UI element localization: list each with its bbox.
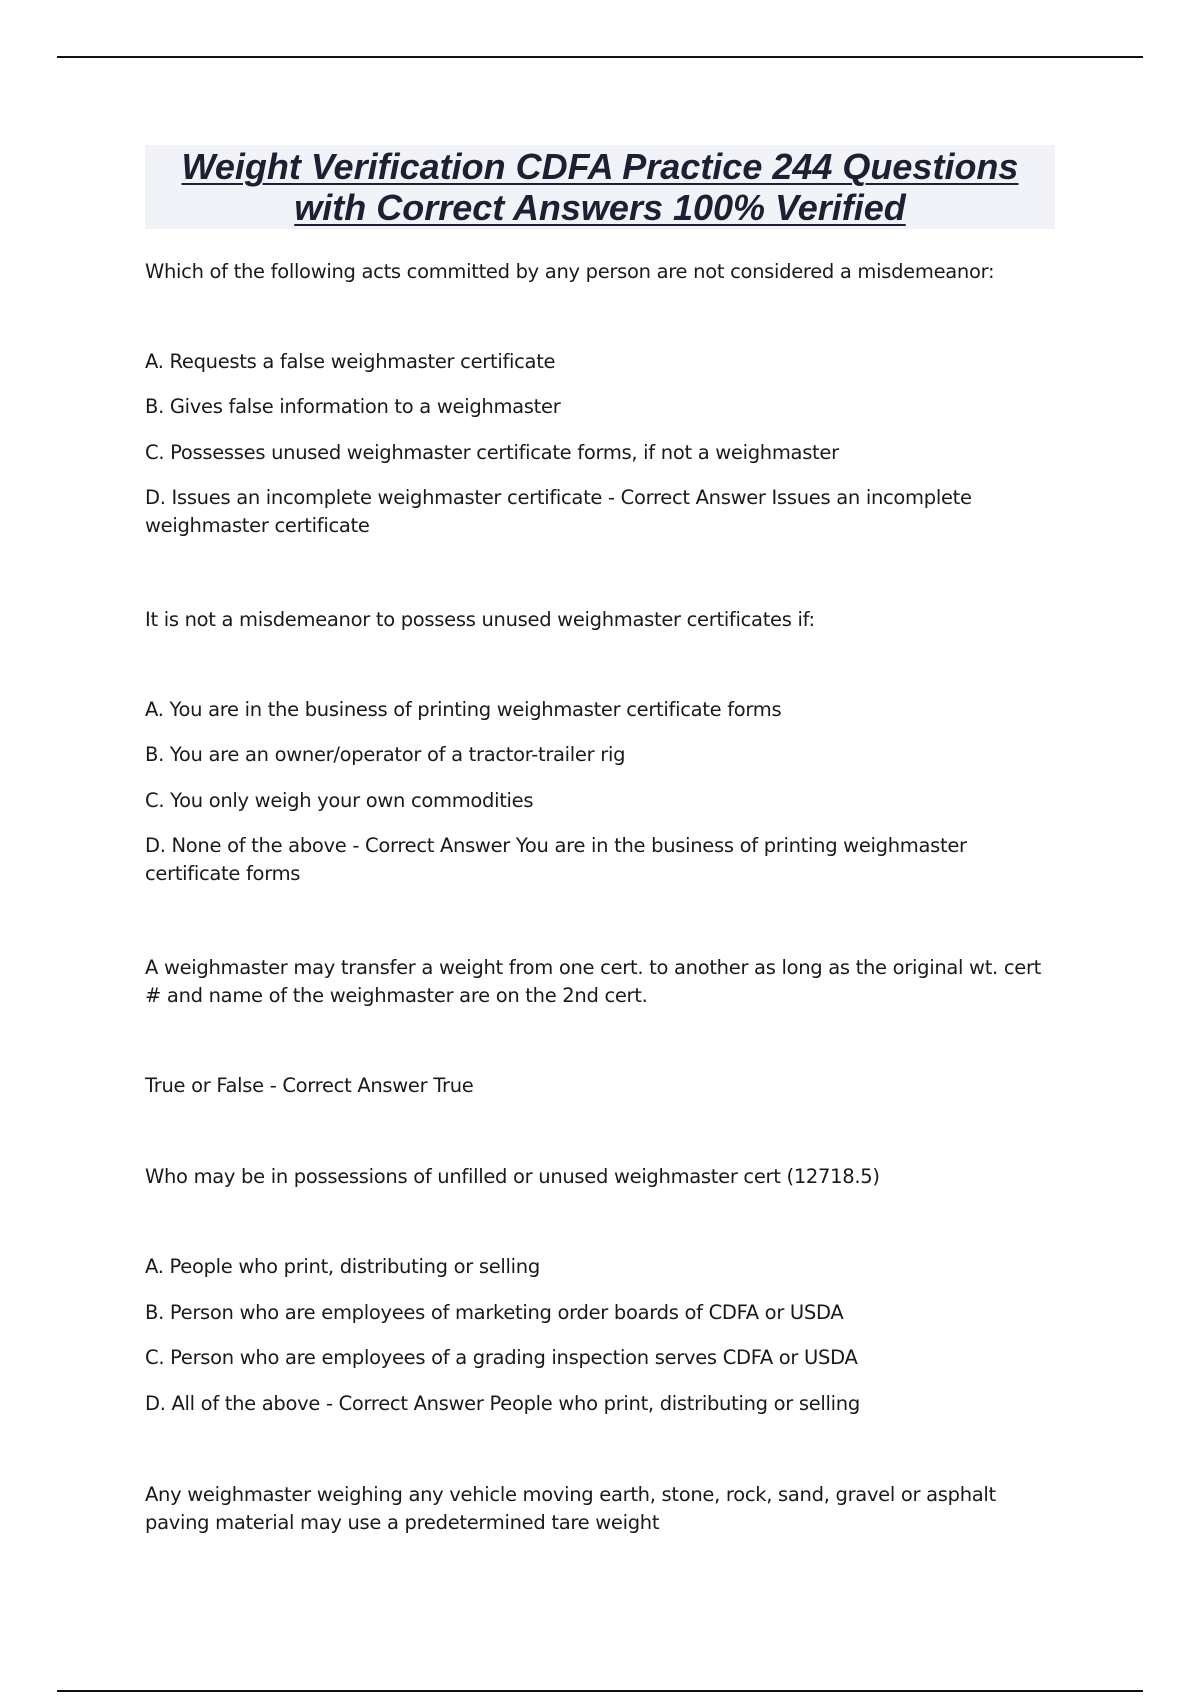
title-line-2: with Correct Answers 100% Verified [294,187,906,228]
question-2-option-a: A. You are in the business of printing weighmaster certificate forms [145,698,782,721]
question-5-text: Any weighmaster weighing any vehicle moving earth, stone, rock, sand, gravel or asphalt paving material may use a predetermined tare weight [145,1483,996,1534]
question-4-option-c: C. Person who are employees of a grading inspection serves CDFA or USDA [145,1346,858,1369]
question-3-text: A weighmaster may transfer a weight from one cert. to another as long as the original wt. cert # and name of the weighmaster are on the 2nd cert. [145,956,1042,1007]
question-1-option-b: B. Gives false information to a weighmaster [145,395,561,418]
question-1-option-c: C. Possesses unused weighmaster certificate forms, if not a weighmaster [145,441,839,464]
question-3-answer: True or False - Correct Answer True [145,1074,474,1097]
bottom-rule [57,1690,1143,1692]
question-2-option-b: B. You are an owner/operator of a tractor-trailer rig [145,743,626,766]
question-2-text: It is not a misdemeanor to possess unused weighmaster certificates if: [145,608,815,631]
question-1-option-d-answer: D. Issues an incomplete weighmaster certificate - Correct Answer Issues an incomplete weighmaster certificate [145,486,972,537]
question-2-option-d-answer: D. None of the above - Correct Answer You are in the business of printing weighmaster certificate forms [145,834,967,885]
question-2-option-c: C. You only weigh your own commodities [145,789,534,812]
top-rule [57,56,1143,58]
document-title [145,145,1055,229]
title-line-1: Weight Verification CDFA Practice 244 Questions [181,146,1019,187]
question-4-option-b: B. Person who are employees of marketing order boards of CDFA or USDA [145,1301,844,1324]
question-4-text: Who may be in possessions of unfilled or unused weighmaster cert (12718.5) [145,1165,880,1188]
question-4-option-a: A. People who print, distributing or selling [145,1255,540,1278]
question-4-option-d-answer: D. All of the above - Correct Answer People who print, distributing or selling [145,1392,860,1415]
question-1-option-a: A. Requests a false weighmaster certificate [145,350,556,373]
question-1-text: Which of the following acts committed by any person are not considered a misdemeanor: [145,260,995,283]
